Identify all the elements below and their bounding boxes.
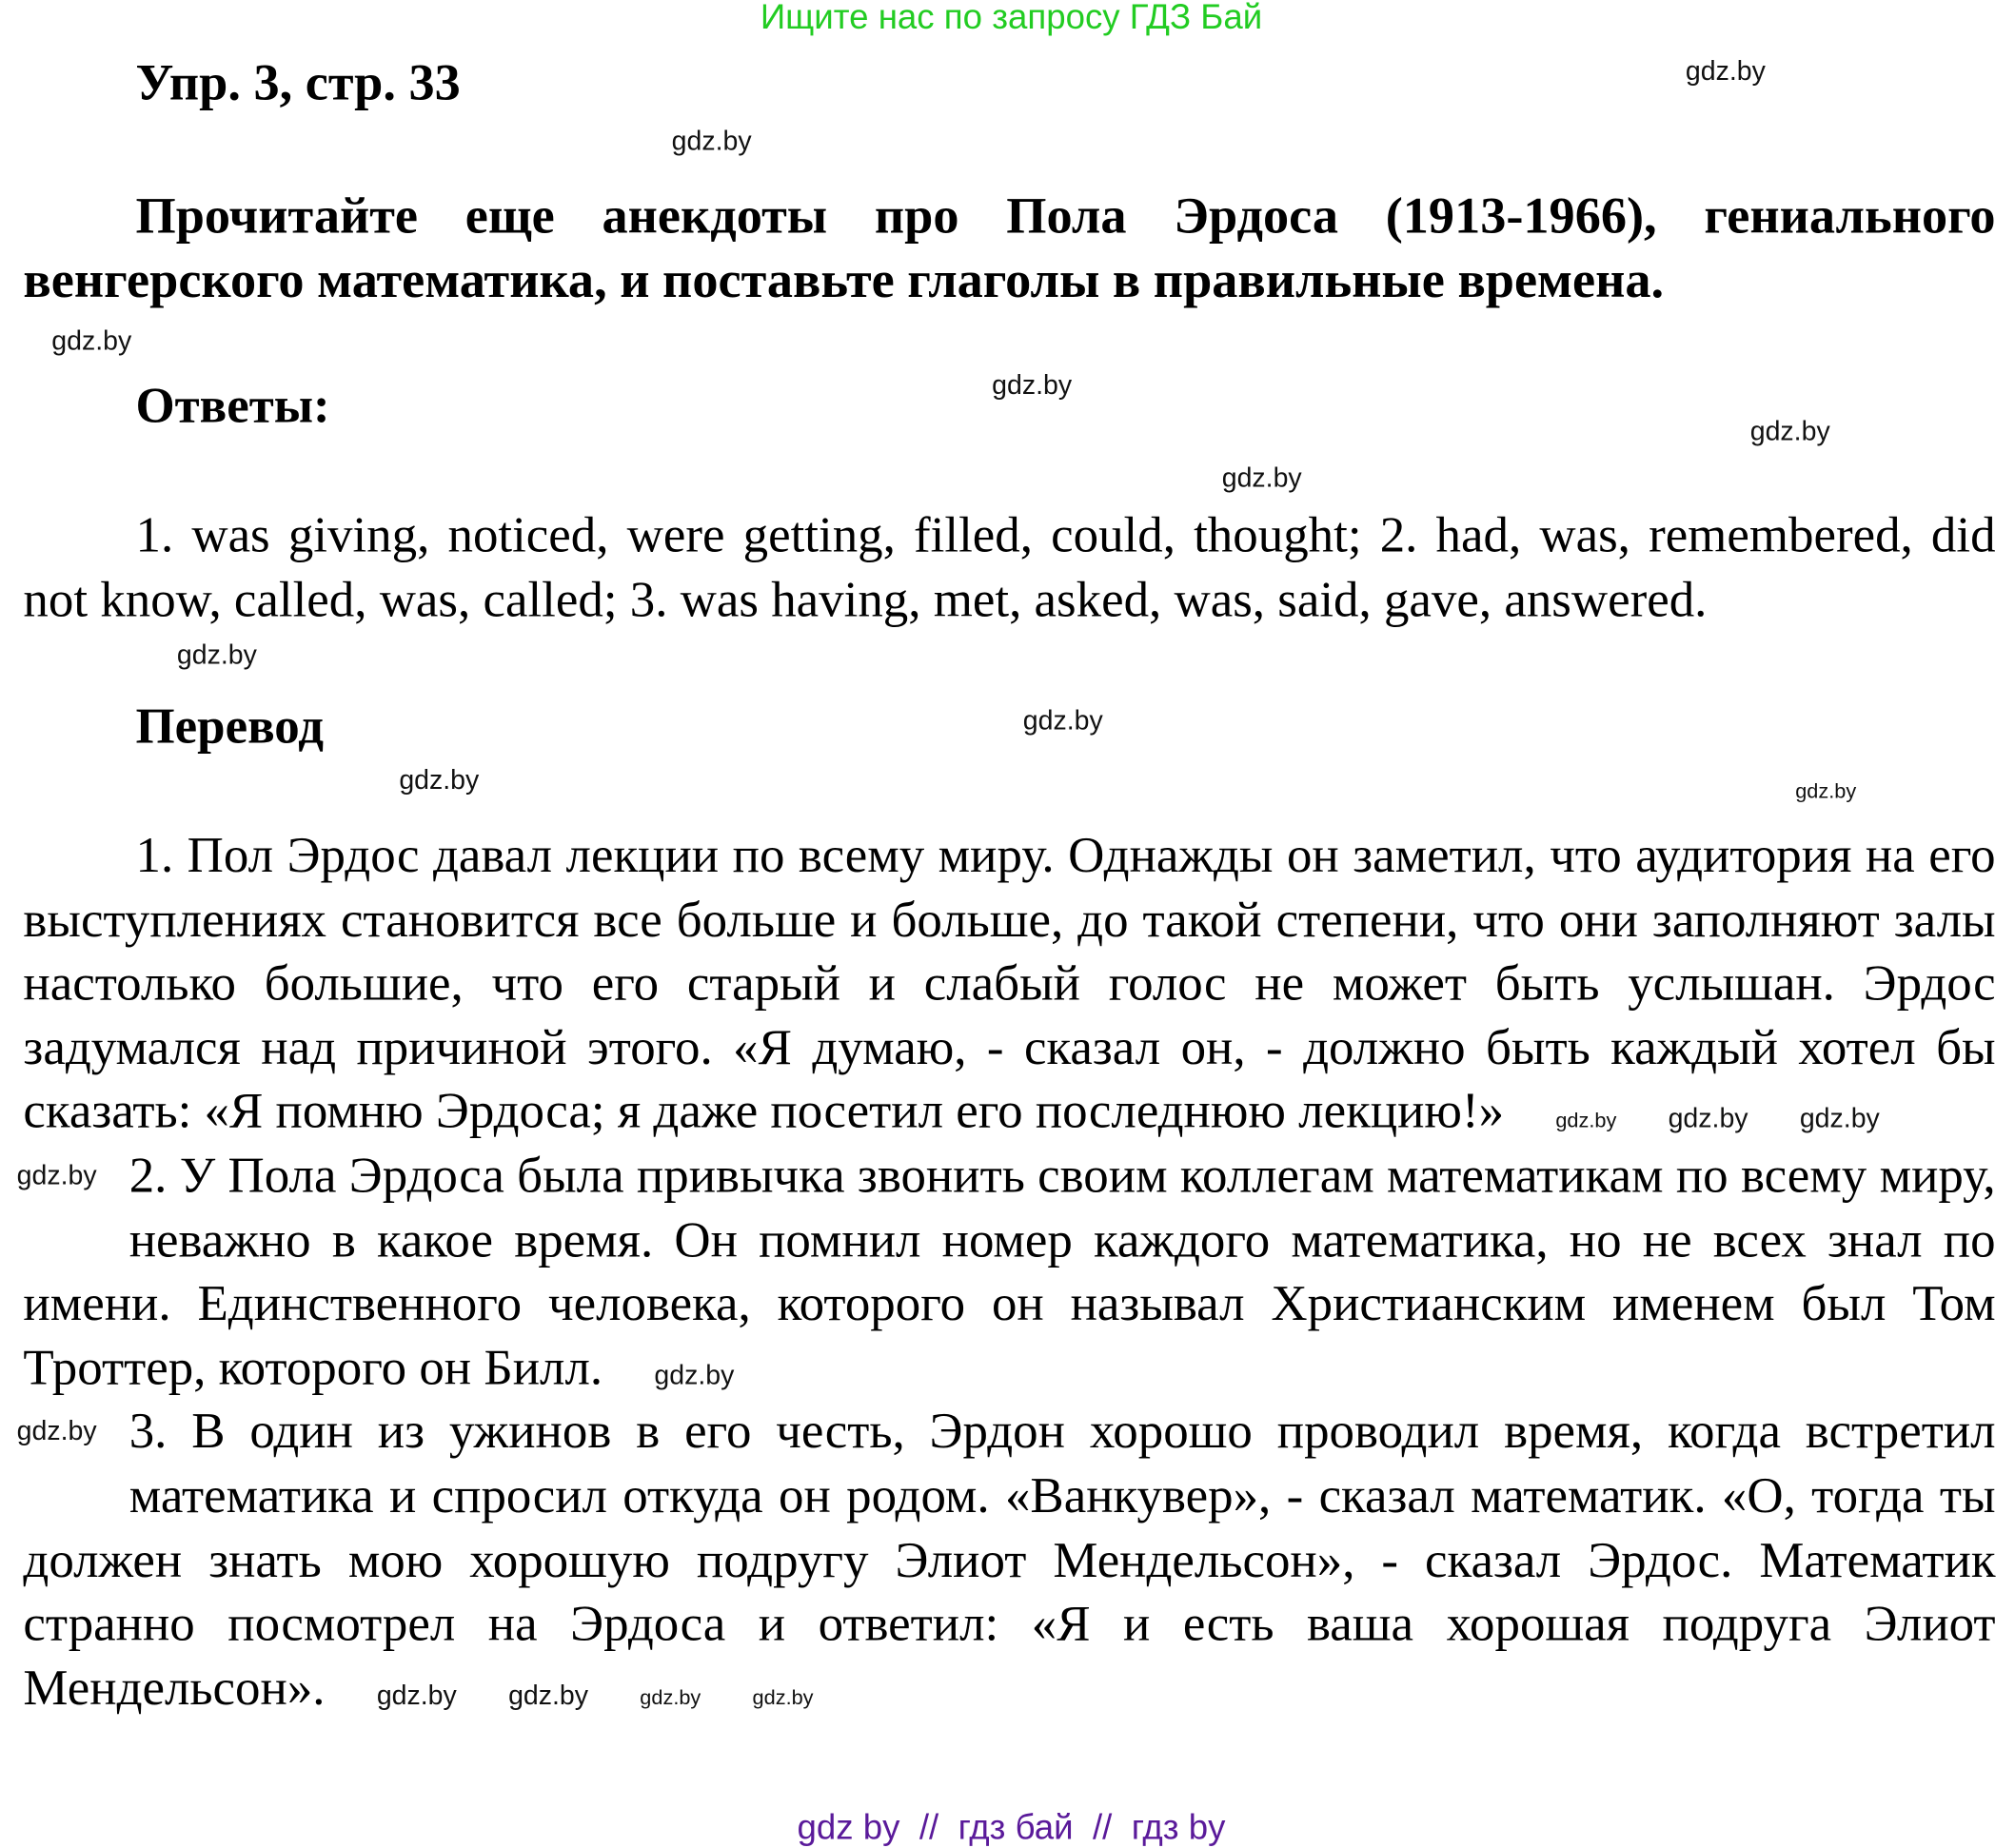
watermark: gdz.by [1685, 56, 1766, 87]
translation-paragraph-1 [23, 824, 1995, 1144]
task-text [23, 184, 1995, 313]
task-paragraph: Прочитайте еще анекдоты про Пола Эрдоса (1913-1966), гениального венгерского математика, и поставьте глаголы в правильные времена. [23, 186, 1996, 309]
answers-paragraph: 1. was giving, noticed, were getting, filled, could, thought; 2. had, was, remembered, did not know, called, was, called; 3. was having, met, asked, was, said, gave, answered. [23, 507, 1996, 628]
answers-heading: Ответы: [135, 378, 330, 434]
translation-text [16, 824, 1996, 1720]
top-banner[interactable]: Ищите нас по запросу ГДЗ Бай [760, 0, 1263, 36]
watermark: gdz.by [654, 1360, 735, 1391]
answers-text [23, 503, 1995, 633]
watermark: gdz.by [752, 1687, 814, 1710]
bottom-banner[interactable]: gdz by // гдз бай // гдз by [797, 1807, 1226, 1847]
watermark: gdz.by [16, 1417, 97, 1447]
watermark: gdz.by [51, 326, 132, 357]
watermark: gdz.by [1668, 1104, 1748, 1134]
watermark: gdz.by [1799, 1104, 1880, 1134]
watermark: gdz.by [508, 1681, 589, 1711]
watermark: gdz.by [1022, 706, 1103, 737]
watermark: gdz.by [1555, 1111, 1617, 1133]
translation-heading: Перевод [135, 698, 324, 755]
watermark: gdz.by [992, 370, 1073, 401]
watermark: gdz.by [16, 1160, 97, 1191]
watermark: gdz.by [1221, 463, 1302, 494]
watermark: gdz.by [1795, 780, 1857, 804]
watermark: gdz.by [376, 1681, 457, 1711]
watermark: gdz.by [671, 126, 752, 157]
translation-paragraph-2-text: 2. У Пола Эрдоса была привычка звонить своим коллегам математикам по всему миру, неважно в какое время. Он помнил номер каждого математика, но не всех знал по имени. Единственного человека, которого он называл Христианским именем был Том Троттер, которого он Билл. [23, 1148, 1996, 1396]
watermark: gdz.by [176, 640, 257, 671]
watermark: gdz.by [640, 1687, 701, 1710]
translation-paragraph-3-text: 3. В один из ужинов в его честь, Эрдон хорошо проводил время, когда встретил математика и спросил откуда он родом. «Ванкувер», - сказал математик. «О, тогда ты должен знать мою хорошую подругу Элиот Мендельсон», - сказал Эрдос. Математик странно посмотрел на Эрдоса и ответил: «Я и есть ваша хорошая подруга Элиот Мендельсон». [23, 1404, 1996, 1717]
translation-paragraph-2 [16, 1144, 1996, 1400]
translation-paragraph-1-text: 1. Пол Эрдос давал лекции по всему миру. Однажды он заметил, что аудитория на его выступлениях становится все больше и больше, до такой степени, что они заполняют залы настолько большие, что его старый и слабый голос не может быть услышан. Эрдос задумался над причиной этого. «Я думаю, - сказал он, - должно быть каждый хотел бы сказать: «Я помню Эрдоса; я даже посетил его последнюю лекцию!» [23, 827, 1996, 1140]
page-title: Упр. 3, стр. 33 [135, 52, 461, 111]
watermark: gdz.by [1749, 417, 1830, 447]
translation-paragraph-3 [16, 1400, 1996, 1720]
watermark: gdz.by [399, 765, 480, 796]
